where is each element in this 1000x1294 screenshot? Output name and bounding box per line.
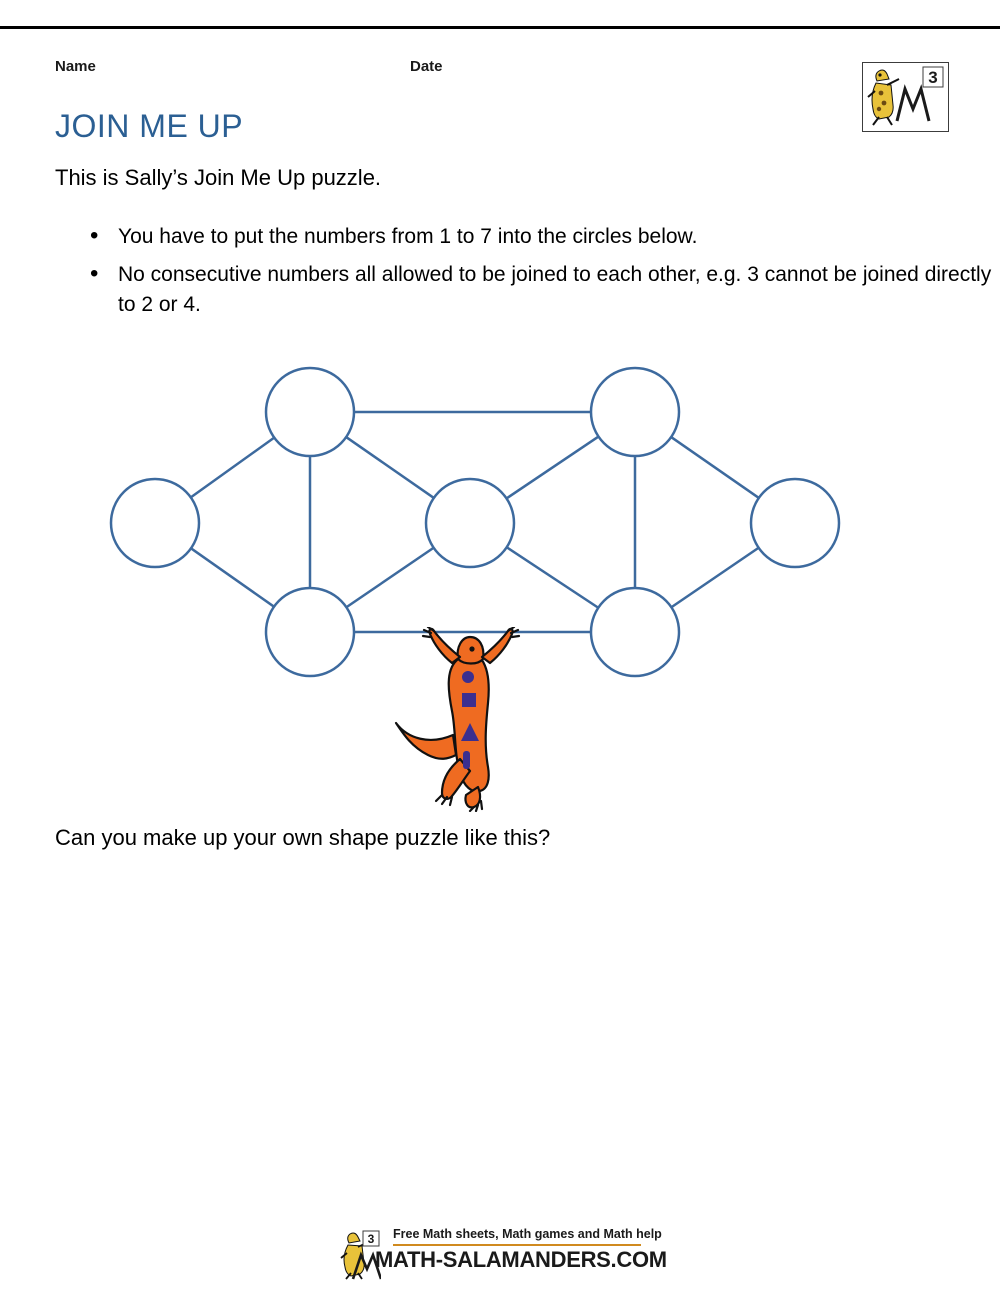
footer-divider [393, 1244, 641, 1246]
graph-node-circle[interactable] [591, 588, 679, 676]
graph-node-circle[interactable] [266, 588, 354, 676]
page-title: JOIN ME UP [55, 108, 244, 144]
instruction-list [82, 222, 998, 327]
salamander-logo [862, 62, 949, 132]
graph-node-circle[interactable] [266, 368, 354, 456]
footer-tagline: Free Math sheets, Math games and Math help [393, 1227, 662, 1241]
graph-node-circle[interactable] [111, 479, 199, 567]
graph-edge [346, 437, 434, 498]
graph-edge [191, 548, 274, 606]
lizard-illustration-icon [390, 627, 550, 812]
page-footer [0, 1225, 1000, 1285]
list-item: • No consecutive numbers all allowed to be joined to each other, e.g. 3 cannot be joined directly to 2 or 4. [118, 260, 998, 320]
date-label: Date [410, 58, 443, 75]
graph-node-circle[interactable] [751, 479, 839, 567]
intro-text: This is Sally’s Join Me Up puzzle. [55, 165, 382, 190]
graph-edge [671, 548, 758, 607]
logo-grade-number: 3 [928, 68, 938, 87]
name-label: Name [55, 58, 96, 75]
graph-edge [671, 437, 759, 498]
graph-node-circle[interactable] [426, 479, 514, 567]
closing-question: Can you make up your own shape puzzle like this? [55, 825, 551, 850]
puzzle-diagram [90, 355, 880, 815]
graph-edge [346, 548, 433, 607]
top-divider [0, 26, 1000, 29]
svg-text:3: 3 [367, 1232, 375, 1246]
graph-edge [191, 438, 274, 498]
list-item: • You have to put the numbers from 1 to 7 into the circles below. [118, 222, 998, 252]
footer-url: MATH-SALAMANDERS.COM [375, 1247, 667, 1272]
salamander-logo-icon [863, 63, 946, 129]
graph-node-circle[interactable] [591, 368, 679, 456]
graph-edge [507, 547, 599, 607]
header-fields [55, 58, 855, 78]
graph-edge [507, 437, 599, 499]
